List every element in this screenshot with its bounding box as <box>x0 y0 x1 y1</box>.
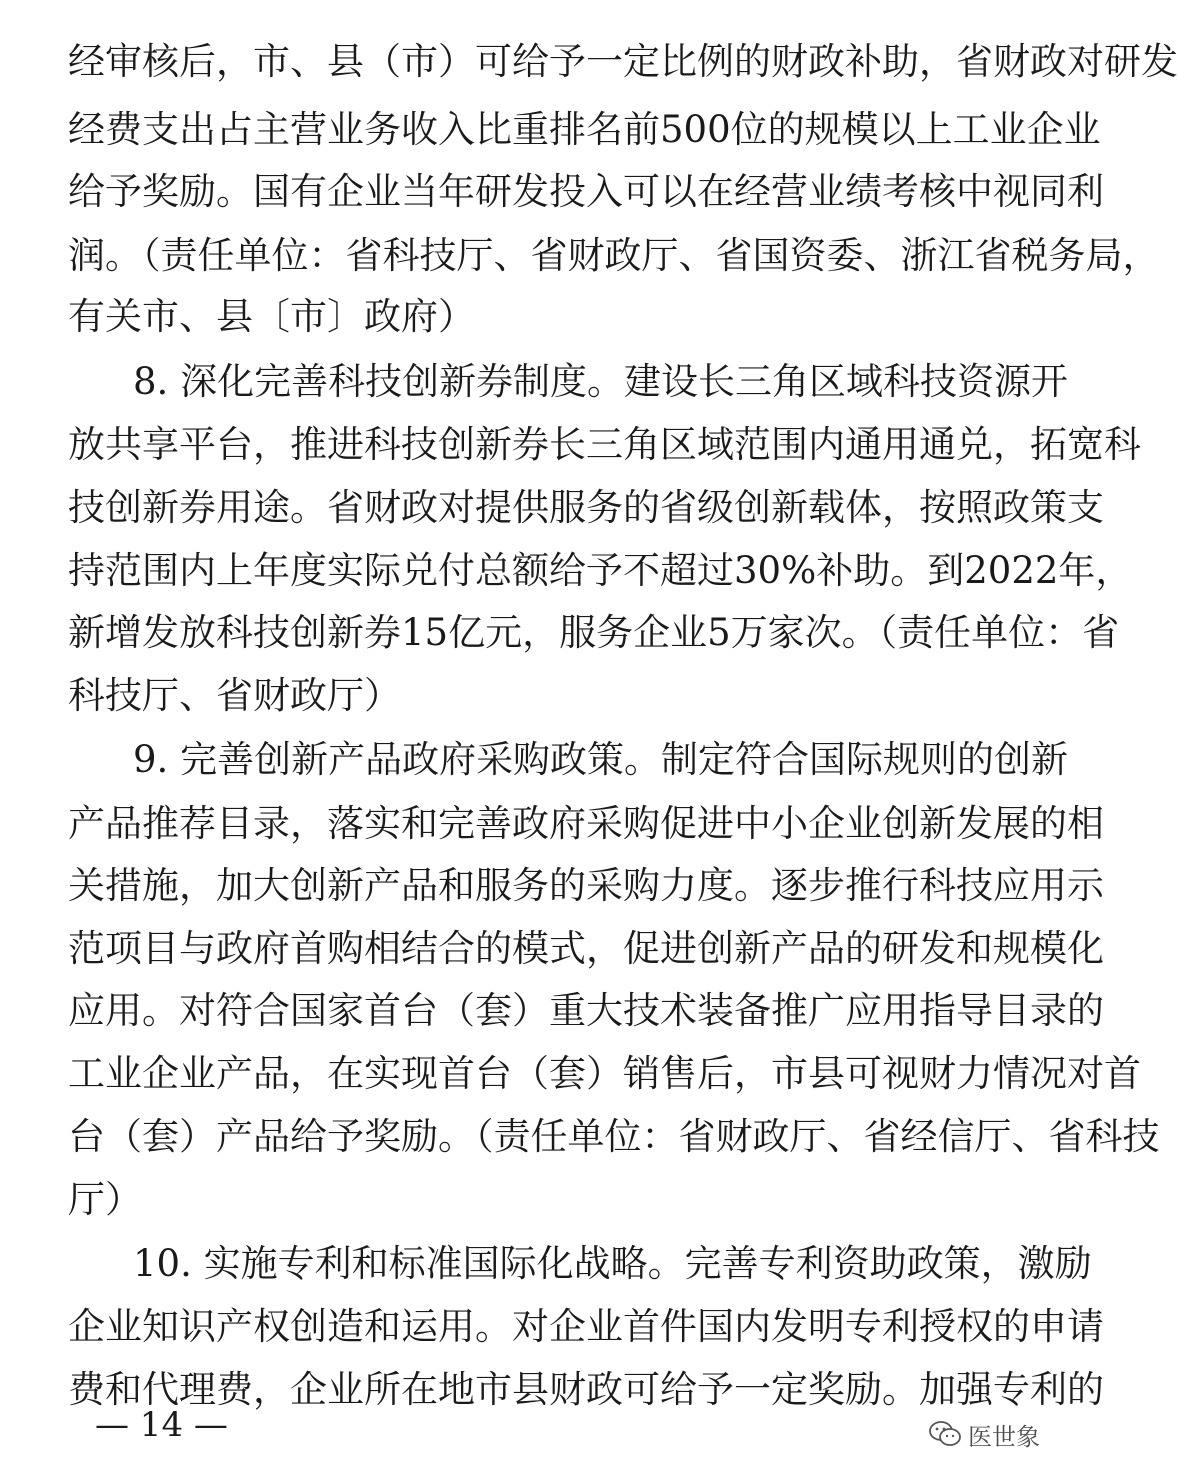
item-heading-10: 10. 实施专利和标准国际化战略。完善专利资助政策，激励 <box>133 1242 1092 1285</box>
text-line: 应用。对符合国家首台（套）重大技术装备推广应用指导目录的 <box>68 989 1104 1032</box>
text-line: 产品推荐目录，落实和完善政府采购促进中小企业创新发展的相 <box>68 802 1104 845</box>
watermark-text: 医世象 <box>968 1422 1040 1451</box>
text-line: 经审核后，市、县（市）可给予一定比例的财政补助，省财政对研发 <box>68 40 1178 83</box>
text-line: 厅） <box>68 1178 142 1221</box>
text-line: 台（套）产品给予奖励。（责任单位：省财政厅、省经信厅、省科技 <box>68 1115 1160 1158</box>
wechat-icon <box>928 1419 962 1449</box>
text-line: 企业知识产权创造和运用。对企业首件国内发明专利授权的申请 <box>68 1305 1104 1348</box>
text-line: 新增发放科技创新券15亿元，服务企业5万家次。（责任单位：省 <box>68 611 1120 654</box>
item-heading-8: 8. 深化完善科技创新券制度。建设长三角区域科技资源开 <box>133 360 1069 403</box>
text-line: 费和代理费，企业所在地市县财政可给予一定奖励。加强专利的 <box>68 1368 1104 1411</box>
text-line: 持范围内上年度实际兑付总额给予不超过30%补助。到2022年， <box>68 549 1133 592</box>
text-line: 关措施，加大创新产品和服务的采购力度。逐步推行科技应用示 <box>68 864 1104 907</box>
watermark <box>928 1414 1040 1454</box>
text-line: 放共享平台，推进科技创新券长三角区域范围内通用通兑，拓宽科 <box>68 423 1141 466</box>
item-heading-9: 9. 完善创新产品政府采购政策。制定符合国际规则的创新 <box>133 738 1069 781</box>
text-line: 经费支出占主营业务收入比重排名前500位的规模以上工业企业 <box>68 108 1101 151</box>
text-line: 润。（责任单位：省科技厅、省财政厅、省国资委、浙江省税务局， <box>68 234 1160 277</box>
text-line: 给予奖励。国有企业当年研发投入可以在经营业绩考核中视同利 <box>68 170 1104 213</box>
page-number: — 14 — <box>95 1405 228 1445</box>
text-line: 有关市、县〔市〕政府） <box>68 295 475 338</box>
text-line: 技创新券用途。省财政对提供服务的省级创新载体，按照政策支 <box>68 486 1104 529</box>
text-line: 范项目与政府首购相结合的模式，促进创新产品的研发和规模化 <box>68 927 1104 970</box>
text-line: 工业企业产品，在实现首台（套）销售后，市县可视财力情况对首 <box>68 1052 1141 1095</box>
text-line: 科技厅、省财政厅） <box>68 674 401 717</box>
